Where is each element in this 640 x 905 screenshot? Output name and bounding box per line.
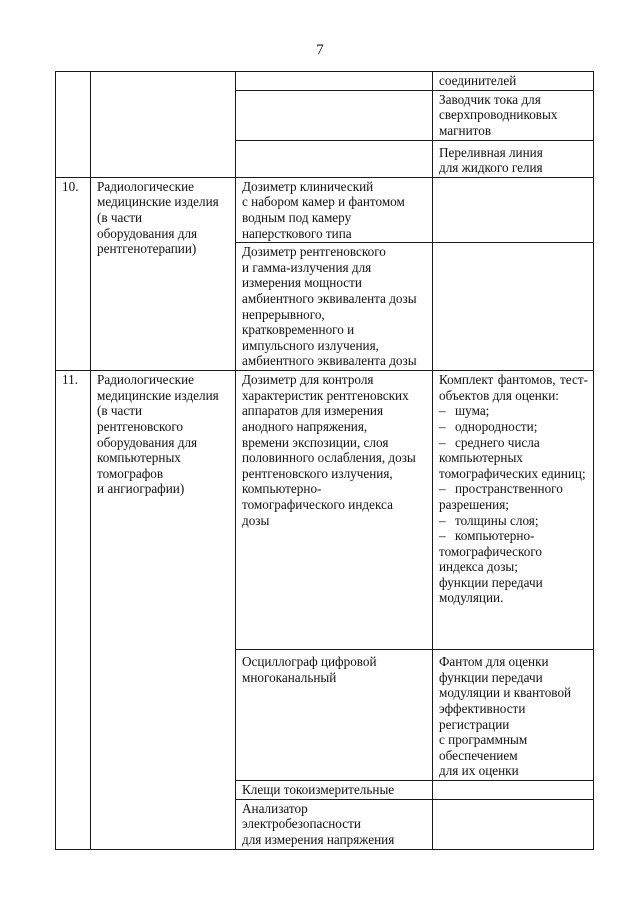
- phantom-kit-list-item: [439, 513, 588, 529]
- phantom-kit-list-item: [439, 481, 588, 512]
- phantom-kit-intro: Комплект фантомов, тест-объектов для оценки:: [439, 372, 588, 403]
- table-row: [56, 72, 594, 91]
- phantom-kit-list-item: [439, 528, 588, 575]
- dash-bullet: –: [439, 403, 446, 419]
- phantom-kit-list-item: [439, 419, 588, 435]
- phantom-kit-list-item: [439, 403, 588, 419]
- phantom-kit-list-text: компьютерно-томографического индекса дозы;: [439, 528, 543, 575]
- cell-item-continued: [236, 90, 433, 140]
- phantom-kit-outro: функции передачи модуляции.: [439, 574, 543, 606]
- row-item: Осциллограф цифровой многоканальный: [236, 650, 433, 781]
- cell-accessory: Переливная линия для жидкого гелия: [433, 140, 594, 177]
- table-row: [56, 177, 594, 242]
- page-number: 7: [316, 42, 324, 58]
- cell-item-continued: [236, 72, 433, 91]
- row-category: Радиологические медицинские изделия (в части оборудования для рентгенотерапии): [91, 177, 236, 370]
- phantom-kit-list: [439, 403, 588, 575]
- row-accessory-empty: [433, 799, 594, 849]
- row-accessory: [433, 371, 594, 650]
- row-accessory: Фантом для оценки функции передачи модуляции и квантовой эффективности регистрации с программным обеспечением для их оценки: [433, 650, 594, 781]
- row-item: Дозиметр клинический с набором камер и фантомом водным под камеру наперсткового типа: [236, 177, 433, 242]
- row-number: 11.: [56, 371, 91, 849]
- cell-category-continued: [91, 72, 236, 178]
- cell-num-continued: [56, 72, 91, 178]
- dash-bullet: –: [439, 512, 446, 528]
- phantom-kit-list-text: толщины слоя;: [455, 512, 539, 528]
- row-item: Дозиметр для контроля характеристик рентгеновских аппаратов для измерения анодного напряжения, времени экспозиции, слоя половинного ослабления, дозы рентгеновского излучения, компьютерно- томографического индекса дозы: [236, 371, 433, 650]
- row-accessory-empty: [433, 177, 594, 242]
- phantom-kit-list-item: [439, 435, 588, 482]
- equipment-table: [55, 71, 594, 850]
- row-item: Дозиметр рентгеновского и гамма-излучения для измерения мощности амбиентного эквивалента дозы непрерывного, кратковременного и импульсного излучения, амбиентного эквивалента дозы: [236, 243, 433, 371]
- dash-bullet: –: [439, 481, 446, 497]
- dash-bullet: –: [439, 434, 446, 450]
- row-item: Анализатор электробезопасности для измерения напряжения: [236, 799, 433, 849]
- dash-bullet: –: [439, 528, 446, 544]
- phantom-kit-list-text: среднего числа компьютерных томографических единиц;: [439, 434, 586, 481]
- cell-accessory: соединителей: [433, 72, 594, 91]
- cell-item-continued: [236, 140, 433, 177]
- table-row: [56, 371, 594, 650]
- row-number: 10.: [56, 177, 91, 370]
- row-accessory-empty: [433, 243, 594, 371]
- row-category: Радиологические медицинские изделия (в части рентгеновского оборудования для компьютерных томографов и ангиографии): [91, 371, 236, 849]
- cell-accessory: Заводчик тока для сверхпроводниковых магнитов: [433, 90, 594, 140]
- phantom-kit-list-text: однородности;: [455, 418, 538, 434]
- dash-bullet: –: [439, 418, 446, 434]
- phantom-kit-list-text: шума;: [455, 403, 490, 419]
- row-accessory-empty: [433, 780, 594, 799]
- phantom-kit-list-text: пространственного разрешения;: [439, 481, 563, 512]
- row-item: Клещи токоизмерительные: [236, 780, 433, 799]
